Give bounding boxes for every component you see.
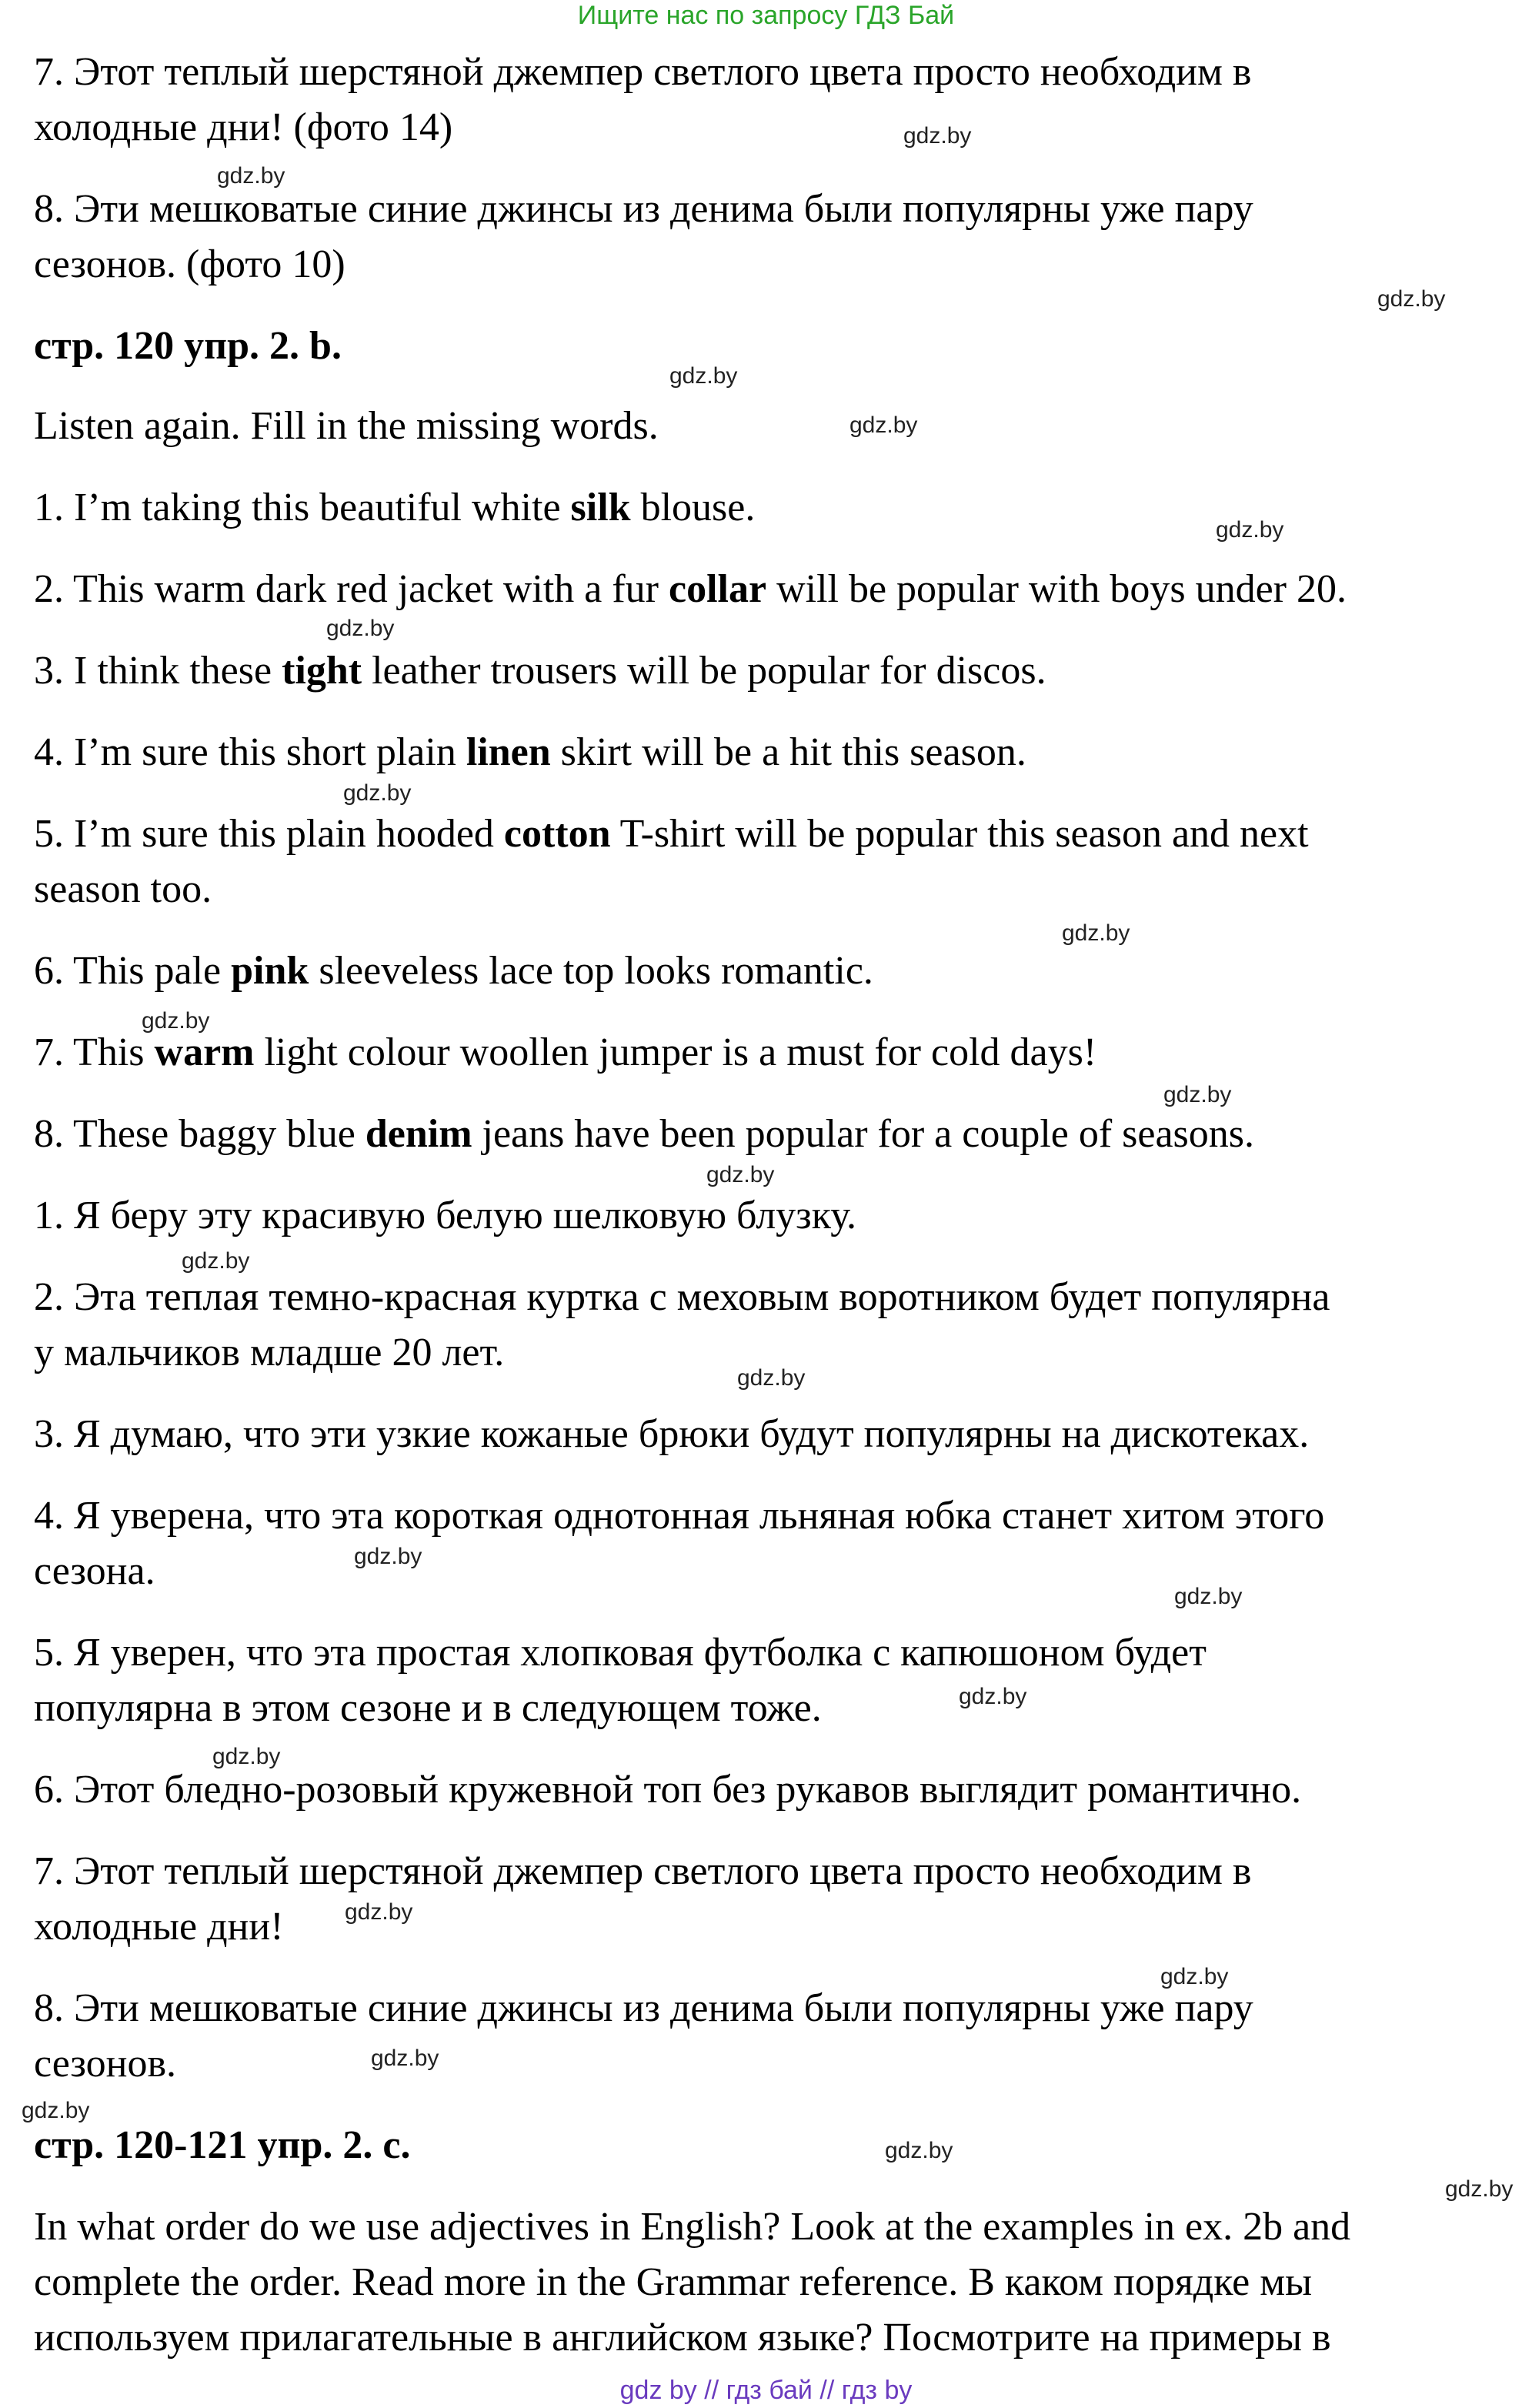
ru-line-4b: сезона. — [34, 1549, 155, 1593]
answer-text: will be popular with boys under 20. — [766, 567, 1347, 611]
ru-line-3: 3. Я думаю, что эти узкие кожаные брюки будут популярны на дискотеках. — [34, 1412, 1310, 1456]
answer-line-6 — [34, 943, 873, 999]
ru-prev-line-7b: холодные дни! (фото 14) — [34, 105, 453, 149]
ru-prev-line-8a: 8. Эти мешковатые синие джинсы из денима были популярны уже пару — [34, 187, 1253, 231]
watermark: gdz.by — [371, 2046, 439, 2071]
watermark: gdz.by — [212, 1744, 281, 1769]
answer-line-2 — [34, 562, 1347, 617]
watermark: gdz.by — [885, 2138, 953, 2163]
watermark: gdz.by — [1160, 1964, 1229, 1989]
ru-line-5a: 5. Я уверен, что эта простая хлопковая футболка с капюшоном будет — [34, 1631, 1207, 1675]
watermark: gdz.by — [354, 1544, 422, 1569]
watermark: gdz.by — [1174, 1584, 1243, 1609]
answer-text: 7. This — [34, 1030, 155, 1074]
answer-text: 5. I’m sure this plain hooded — [34, 812, 504, 856]
watermark: gdz.by — [343, 780, 412, 806]
watermark: gdz.by — [22, 2098, 90, 2123]
answer-word: warm — [154, 1030, 255, 1074]
answer-text: light colour woollen jumper is a must for cold days! — [254, 1030, 1097, 1074]
watermark: gdz.by — [142, 1008, 210, 1034]
answer-word: linen — [466, 730, 551, 774]
answer-word: cotton — [503, 812, 611, 856]
ru-line-7b: холодные дни! — [34, 1905, 284, 1949]
ru-line-5b: популярна в этом сезоне и в следующем тоже. — [34, 1686, 822, 1730]
answer-text: 6. This pale — [34, 949, 232, 993]
watermark: gdz.by — [959, 1684, 1027, 1709]
watermark: gdz.by — [345, 1899, 413, 1925]
answer-text: 4. I’m sure this short plain — [34, 730, 466, 774]
answer-word: denim — [365, 1112, 472, 1156]
watermark: gdz.by — [182, 1248, 250, 1274]
watermark: gdz.by — [849, 412, 918, 438]
answer-line-5 — [34, 807, 1309, 862]
watermark: gdz.by — [326, 616, 395, 641]
watermark: gdz.by — [669, 363, 738, 389]
ru-line-1: 1. Я беру эту красивую белую шелковую блузку. — [34, 1194, 857, 1237]
answer-text: T-shirt will be popular this season and next — [610, 812, 1309, 856]
ru-prev-line-8b: сезонов. (фото 10) — [34, 242, 345, 286]
answer-text: 2. This warm dark red jacket with a fur — [34, 567, 669, 611]
answer-line-3 — [34, 643, 1046, 699]
answer-line-4 — [34, 725, 1026, 780]
watermark: gdz.by — [1377, 286, 1446, 312]
ru-line-7a: 7. Этот теплый шерстяной джемпер светлого цвета просто необходим в — [34, 1849, 1252, 1893]
answer-text: 3. I think these — [34, 649, 282, 693]
watermark: gdz.by — [1163, 1082, 1232, 1107]
ru-line-8b: сезонов. — [34, 2042, 177, 2086]
answer-word: tight — [282, 649, 362, 693]
watermark: gdz.by — [1062, 920, 1130, 946]
watermark: gdz.by — [1445, 2176, 1514, 2202]
answer-word: collar — [669, 567, 767, 611]
answer-text: blouse. — [630, 486, 756, 529]
watermark: gdz.by — [706, 1162, 775, 1187]
answer-text: sleeveless lace top looks romantic. — [309, 949, 873, 993]
ru-line-6: 6. Этот бледно-розовый кружевной топ без рукавов выглядит романтично. — [34, 1768, 1302, 1812]
section-c-line-2: complete the order. Read more in the Grammar reference. В каком порядке мы — [34, 2260, 1313, 2304]
answer-line-1 — [34, 480, 755, 536]
section-b-instruction: Listen again. Fill in the missing words. — [34, 404, 659, 448]
answer-text: 8. These baggy blue — [34, 1112, 365, 1156]
ru-line-2b: у мальчиков младше 20 лет. — [34, 1331, 505, 1374]
top-banner: Ищите нас по запросу ГДЗ Бай — [577, 1, 955, 30]
watermark: gdz.by — [217, 163, 285, 189]
ru-line-2a: 2. Эта теплая темно-красная куртка с меховым воротником будет популярна — [34, 1275, 1330, 1319]
watermark: gdz.by — [903, 123, 972, 149]
answer-text: 1. I’m taking this beautiful white — [34, 486, 571, 529]
ru-line-8a: 8. Эти мешковатые синие джинсы из денима были популярны уже пару — [34, 1986, 1253, 2030]
ru-prev-line-7a: 7. Этот теплый шерстяной джемпер светлого цвета просто необходим в — [34, 50, 1252, 94]
answer-text: skirt will be a hit this season. — [550, 730, 1026, 774]
section-c-heading: стр. 120-121 упр. 2. c. — [34, 2123, 411, 2167]
ru-line-4a: 4. Я уверена, что эта короткая однотонная льняная юбка станет хитом этого — [34, 1494, 1325, 1538]
watermark: gdz.by — [737, 1365, 806, 1391]
bottom-banner: gdz by // гдз бай // гдз by — [619, 2376, 913, 2405]
answer-line-5-cont: season too. — [34, 867, 212, 911]
section-c-line-1: In what order do we use adjectives in English? Look at the examples in ex. 2b and — [34, 2205, 1351, 2249]
section-c-line-3: используем прилагательные в английском языке? Посмотрите на примеры в — [34, 2316, 1331, 2360]
answer-line-8 — [34, 1107, 1254, 1162]
answer-text: jeans have been popular for a couple of seasons. — [472, 1112, 1255, 1156]
section-b-heading: стр. 120 упр. 2. b. — [34, 324, 342, 368]
answer-word: silk — [570, 486, 631, 529]
answer-word: pink — [231, 949, 309, 993]
watermark: gdz.by — [1216, 517, 1284, 543]
answer-text: leather trousers will be popular for discos. — [362, 649, 1046, 693]
